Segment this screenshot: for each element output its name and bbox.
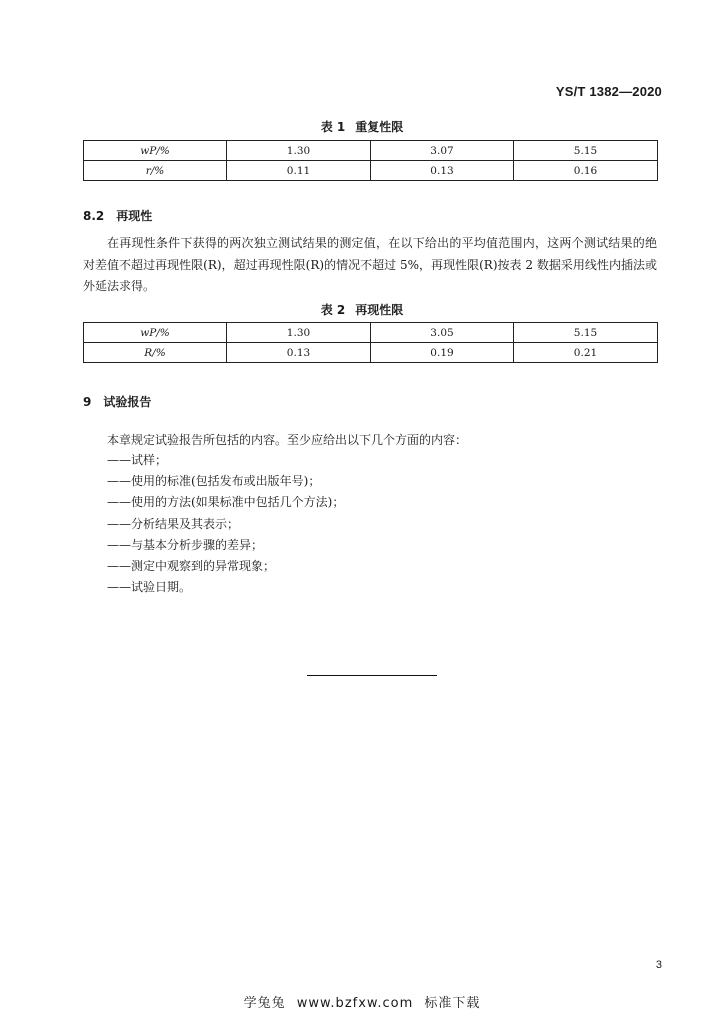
table-cell: 0.16 [514,161,658,181]
standard-number: YS/T 1382—2020 [555,84,662,99]
table1-repeatability-limit [83,140,658,181]
list-item: ——使用的标准(包括发布或出版年号)； [107,474,321,489]
table2-caption-number: 表 2 [320,303,346,317]
table1-caption [0,118,724,135]
list-item: ——与基本分析步骤的差异； [107,537,264,552]
table-cell: 0.13 [227,343,371,363]
table1-caption-number: 表 1 [320,120,346,134]
list-item: ——试验日期。 [107,580,192,595]
table1-row1-header: wP/% [84,141,227,161]
end-of-document-rule [307,675,437,676]
table-cell: 0.21 [514,343,658,363]
table-cell: 0.13 [371,161,514,181]
page-number: 3 [655,959,662,971]
site-watermark: 学兔兔 www.bzfxw.com 标准下载 [243,996,481,1011]
section-8-2-number: 8.2 [83,209,105,223]
table-row [84,141,658,161]
list-item: ——分析结果及其表示； [107,516,240,531]
section-8-2-title: 再现性 [116,209,153,223]
section-8-2-heading [83,207,152,224]
table-row [84,161,658,181]
section-9-title: 试验报告 [103,395,152,409]
report-contents-list [107,450,344,598]
table2-caption [0,301,724,318]
table-row [84,323,658,343]
table2-row1-header: wP/% [84,323,227,343]
section-9-heading [83,393,151,410]
table-cell: 0.19 [371,343,514,363]
list-item: ——测定中观察到的异常现象； [107,558,276,573]
table1-caption-title: 重复性限 [355,120,404,134]
section-9-number: 9 [83,395,92,409]
list-item: ——使用的方法(如果标准中包括几个方法)； [107,495,345,510]
table-cell: 1.30 [227,141,371,161]
list-item: ——试样； [107,453,168,467]
section-8-2-paragraph: 在再现性条件下获得的两次独立测试结果的测定值，在以下给出的平均值范围内，这两个测试结果的绝对差值不超过再现性限(R)，超过再现性限(R)的情况不超过 5%，再现性限(R)按表 2 数据采用线性内插法或外延法求得。 [83,236,657,293]
table-cell: 3.07 [371,141,514,161]
table2-caption-title: 再现性限 [355,303,404,317]
table2-reproducibility-limit [83,322,658,363]
table-cell: 1.30 [227,323,371,343]
table-cell: 0.11 [227,161,371,181]
table-cell: 5.15 [514,141,658,161]
section-9-intro: 本章规定试验报告所包括的内容。至少应给出以下几个方面的内容： [107,433,468,447]
table-row [84,343,658,363]
table-cell: 3.05 [371,323,514,343]
table2-row2-header: R/% [84,343,227,363]
table1-row2-header: r/% [84,161,227,181]
table-cell: 5.15 [514,323,658,343]
